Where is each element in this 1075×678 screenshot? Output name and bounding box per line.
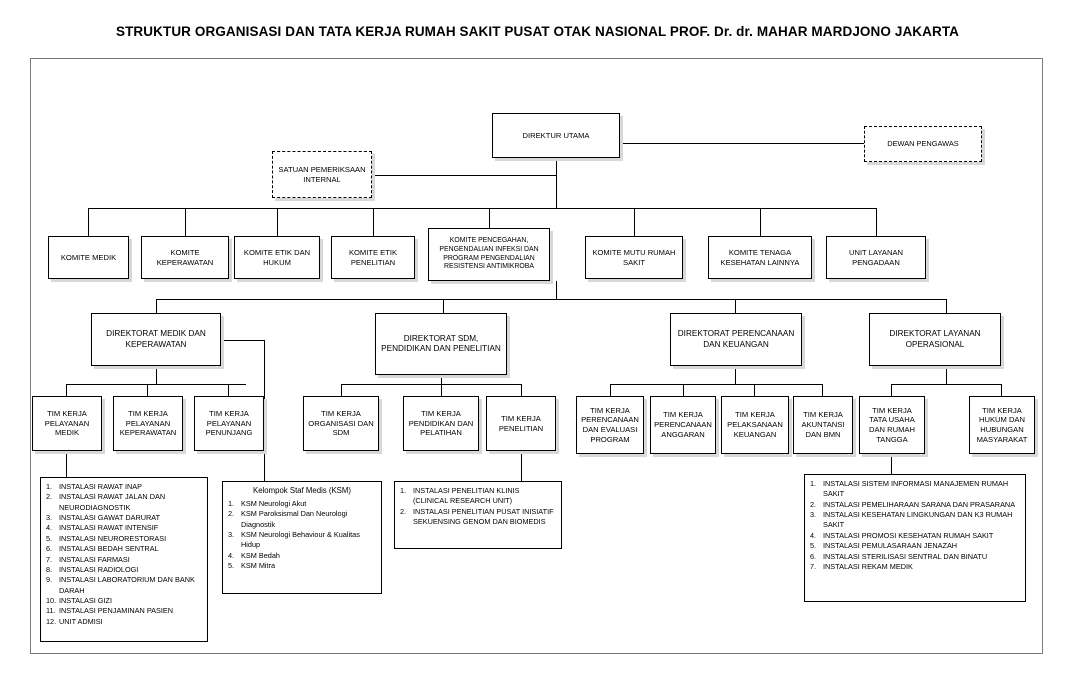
list-item-label: INSTALASI KESEHATAN LINGKUNGAN DAN K3 RUMAH SAKIT (823, 510, 1013, 530)
list-item (46, 513, 202, 523)
list-item-label: INSTALASI PEMELIHARAAN SARANA DAN PRASARANA (823, 499, 1016, 509)
list-item-label: INSTALASI RAWAT JALAN DAN NEURODIAGNOSTIK (59, 492, 166, 512)
node-direktorat-sdm-pendidikan-penelitian[interactable]: DIREKTORAT SDM, PENDIDIKAN DAN PENELITIAN (375, 313, 507, 375)
ksm-title: Kelompok Staf Medis (KSM) (253, 486, 351, 495)
list-item (46, 575, 202, 596)
list-item-label: INSTALASI LABORATORIUM DAN BANK DARAH (59, 575, 195, 595)
list-item-label: INSTALASI PEMULASARAAN JENAZAH (823, 541, 958, 551)
list-item-number: 6. (810, 551, 817, 561)
list-item-number: 9. (46, 575, 53, 585)
list-item-label: INSTALASI BEDAH SENTRAL (59, 544, 159, 554)
list-item (46, 565, 202, 575)
list-item (228, 561, 376, 571)
list-item (810, 479, 1020, 500)
node-tim-kerja-pelayanan-keperawatan[interactable]: TIM KERJA PELAYANAN KEPERAWATAN (113, 396, 183, 451)
list-item (228, 551, 376, 561)
list-item (810, 510, 1020, 531)
list-item-number: 5. (810, 541, 817, 551)
list-item (46, 492, 202, 513)
list-item-number: 1. (400, 486, 407, 495)
list-item-number: 2. (46, 492, 53, 502)
list-instalasi-penelitian[interactable] (394, 481, 562, 549)
list-item-number: 4. (46, 523, 53, 533)
node-tim-kerja-hukum-dan-hubungan-masyarakat[interactable]: TIM KERJA HUKUM DAN HUBUNGAN MASYARAKAT (969, 396, 1035, 454)
list-kelompok-staf-medis[interactable] (222, 481, 382, 594)
node-direktorat-medik-dan-keperawatan[interactable]: DIREKTORAT MEDIK DAN KEPERAWATAN (91, 313, 221, 366)
list-item (400, 507, 556, 528)
node-tim-kerja-pelayanan-medik[interactable]: TIM KERJA PELAYANAN MEDIK (32, 396, 102, 451)
node-tim-kerja-perencanaan-dan-evaluasi-program[interactable]: TIM KERJA PERENCANAAN DAN EVALUASI PROGRAM (576, 396, 644, 454)
list-item (46, 482, 202, 492)
list-item-number: 6. (46, 544, 53, 554)
node-dewan-pengawas[interactable]: DEWAN PENGAWAS (864, 126, 982, 162)
node-komite-mutu-rumah-sakit[interactable]: KOMITE MUTU RUMAH SAKIT (585, 236, 683, 279)
list-item-label: KSM Neurologi Behaviour & Kualitas Hidup (241, 530, 360, 550)
list-item-label: KSM Paroksismal Dan Neurologi Diagnostik (241, 509, 348, 529)
list-item-number: 3. (228, 530, 235, 540)
list-item (810, 541, 1020, 551)
node-satuan-pemeriksaan-internal[interactable]: SATUAN PEMERIKSAAN INTERNAL (272, 151, 372, 198)
node-direktorat-layanan-operasional[interactable]: DIREKTORAT LAYANAN OPERASIONAL (869, 313, 1001, 366)
list-item-number: 4. (228, 550, 235, 560)
list-item-number: 3. (46, 513, 53, 523)
list-item-number: 2. (400, 506, 407, 516)
node-komite-ppi[interactable]: KOMITE PENCEGAHAN, PENGENDALIAN INFEKSI DAN PROGRAM PENGENDALIAN RESISTENSI ANTIMIKROBA (428, 228, 550, 281)
list-item (46, 596, 202, 606)
list-item-label: INSTALASI STERILISASI SENTRAL DAN BINATU (823, 551, 988, 561)
list-item (46, 544, 202, 554)
list-item-label: INSTALASI RAWAT INTENSIF (59, 523, 159, 533)
list-item (46, 617, 202, 627)
list-item-label: INSTALASI FARMASI (59, 554, 130, 564)
list-item-label: KSM Mitra (241, 561, 276, 571)
list-item-label: INSTALASI PROMOSI KESEHATAN RUMAH SAKIT (823, 530, 994, 540)
list-instalasi-operasional[interactable] (804, 474, 1026, 602)
list-item-label: INSTALASI SISTEM INFORMASI MANAJEMEN RUMAH SAKIT (823, 479, 1009, 499)
list-item-number: 5. (228, 561, 235, 571)
list-item (46, 534, 202, 544)
page-title: STRUKTUR ORGANISASI DAN TATA KERJA RUMAH SAKIT PUSAT OTAK NASIONAL PROF. Dr. dr. MAHAR MARDJONO JAKARTA (115, 24, 960, 39)
node-tim-kerja-perencanaan-anggaran[interactable]: TIM KERJA PERENCANAAN ANGGARAN (650, 396, 716, 454)
node-tim-kerja-organisasi-dan-sdm[interactable]: TIM KERJA ORGANISASI DAN SDM (303, 396, 379, 451)
node-komite-etik-dan-hukum[interactable]: KOMITE ETIK DAN HUKUM (234, 236, 320, 279)
list-item-label: INSTALASI RADIOLOGI (59, 564, 139, 574)
list-item-number: 10. (46, 595, 57, 605)
list-item-number: 12. (46, 616, 57, 626)
list-item-label: INSTALASI NEURORESTORASI (59, 533, 167, 543)
list-item-label: INSTALASI PENELITIAN KLINIS (CLINICAL RESEARCH UNIT) (413, 486, 520, 506)
node-tim-kerja-pendidikan-dan-pelatihan[interactable]: TIM KERJA PENDIDIKAN DAN PELATIHAN (403, 396, 479, 451)
list-item (228, 499, 376, 509)
list-item (810, 562, 1020, 572)
list-item-number: 8. (46, 564, 53, 574)
node-tim-kerja-penelitian[interactable]: TIM KERJA PENELITIAN (486, 396, 556, 451)
list-item-label: INSTALASI PENELITIAN PUSAT INISIATIF SEKUENSING GENOM DAN BIOMEDIS (413, 506, 554, 527)
ksm-items (228, 499, 376, 572)
list-item-label: INSTALASI RAWAT INAP (59, 482, 142, 491)
list-item-number: 1. (46, 482, 53, 491)
list-item (810, 531, 1020, 541)
list-item-number: 4. (810, 530, 817, 540)
list-item (46, 523, 202, 533)
node-tim-kerja-pelaksanaan-keuangan[interactable]: TIM KERJA PELAKSANAAN KEUANGAN (721, 396, 789, 454)
node-komite-etik-penelitian[interactable]: KOMITE ETIK PENELITIAN (331, 236, 415, 279)
list-item-label: KSM Neurologi Akut (241, 498, 307, 508)
node-unit-layanan-pengadaan[interactable]: UNIT LAYANAN PENGADAAN (826, 236, 926, 279)
list-item-label: KSM Bedah (241, 550, 280, 560)
node-direktorat-perencanaan-dan-keuangan[interactable]: DIREKTORAT PERENCANAAN DAN KEUANGAN (670, 313, 802, 366)
list-item-number: 1. (810, 479, 817, 488)
list-item (228, 509, 376, 530)
list-item (810, 552, 1020, 562)
list-item-number: 3. (810, 510, 817, 520)
list-item (46, 606, 202, 616)
node-komite-medik[interactable]: KOMITE MEDIK (48, 236, 129, 279)
list-instalasi-medik[interactable] (40, 477, 208, 642)
list-item-number: 2. (228, 509, 235, 519)
list-item-label: INSTALASI GIZI (59, 595, 112, 605)
list-item (810, 500, 1020, 510)
node-direktur-utama[interactable]: DIREKTUR UTAMA (492, 113, 620, 158)
list-item-label: UNIT ADMISI (59, 616, 103, 626)
node-tim-kerja-tata-usaha-dan-rumah-tangga[interactable]: TIM KERJA TATA USAHA DAN RUMAH TANGGA (859, 396, 925, 454)
node-komite-keperawatan[interactable]: KOMITE KEPERAWATAN (141, 236, 229, 279)
node-komite-tenaga-kesehatan-lainnya[interactable]: KOMITE TENAGA KESEHATAN LAINNYA (708, 236, 812, 279)
list-item-number: 5. (46, 533, 53, 543)
list-item-label: INSTALASI PENJAMINAN PASIEN (59, 606, 174, 616)
list-item-number: 7. (46, 554, 53, 564)
list-item-number: 7. (810, 561, 817, 571)
list-item-number: 2. (810, 499, 817, 509)
node-tim-kerja-pelayanan-penunjang[interactable]: TIM KERJA PELAYANAN PENUNJANG (194, 396, 264, 451)
list-item-label: INSTALASI REKAM MEDIK (823, 561, 913, 571)
penelitian-items (400, 486, 556, 527)
list-item-number: 1. (228, 498, 235, 508)
list-item (400, 486, 556, 507)
list-item-label: INSTALASI GAWAT DARURAT (59, 513, 161, 523)
node-tim-kerja-akuntansi-dan-bmn[interactable]: TIM KERJA AKUNTANSI DAN BMN (793, 396, 853, 454)
operasional-items (810, 479, 1020, 572)
list-item (46, 555, 202, 565)
list-item-number: 11. (46, 606, 56, 616)
instalasi-medik-items (46, 482, 202, 627)
list-item (228, 530, 376, 551)
